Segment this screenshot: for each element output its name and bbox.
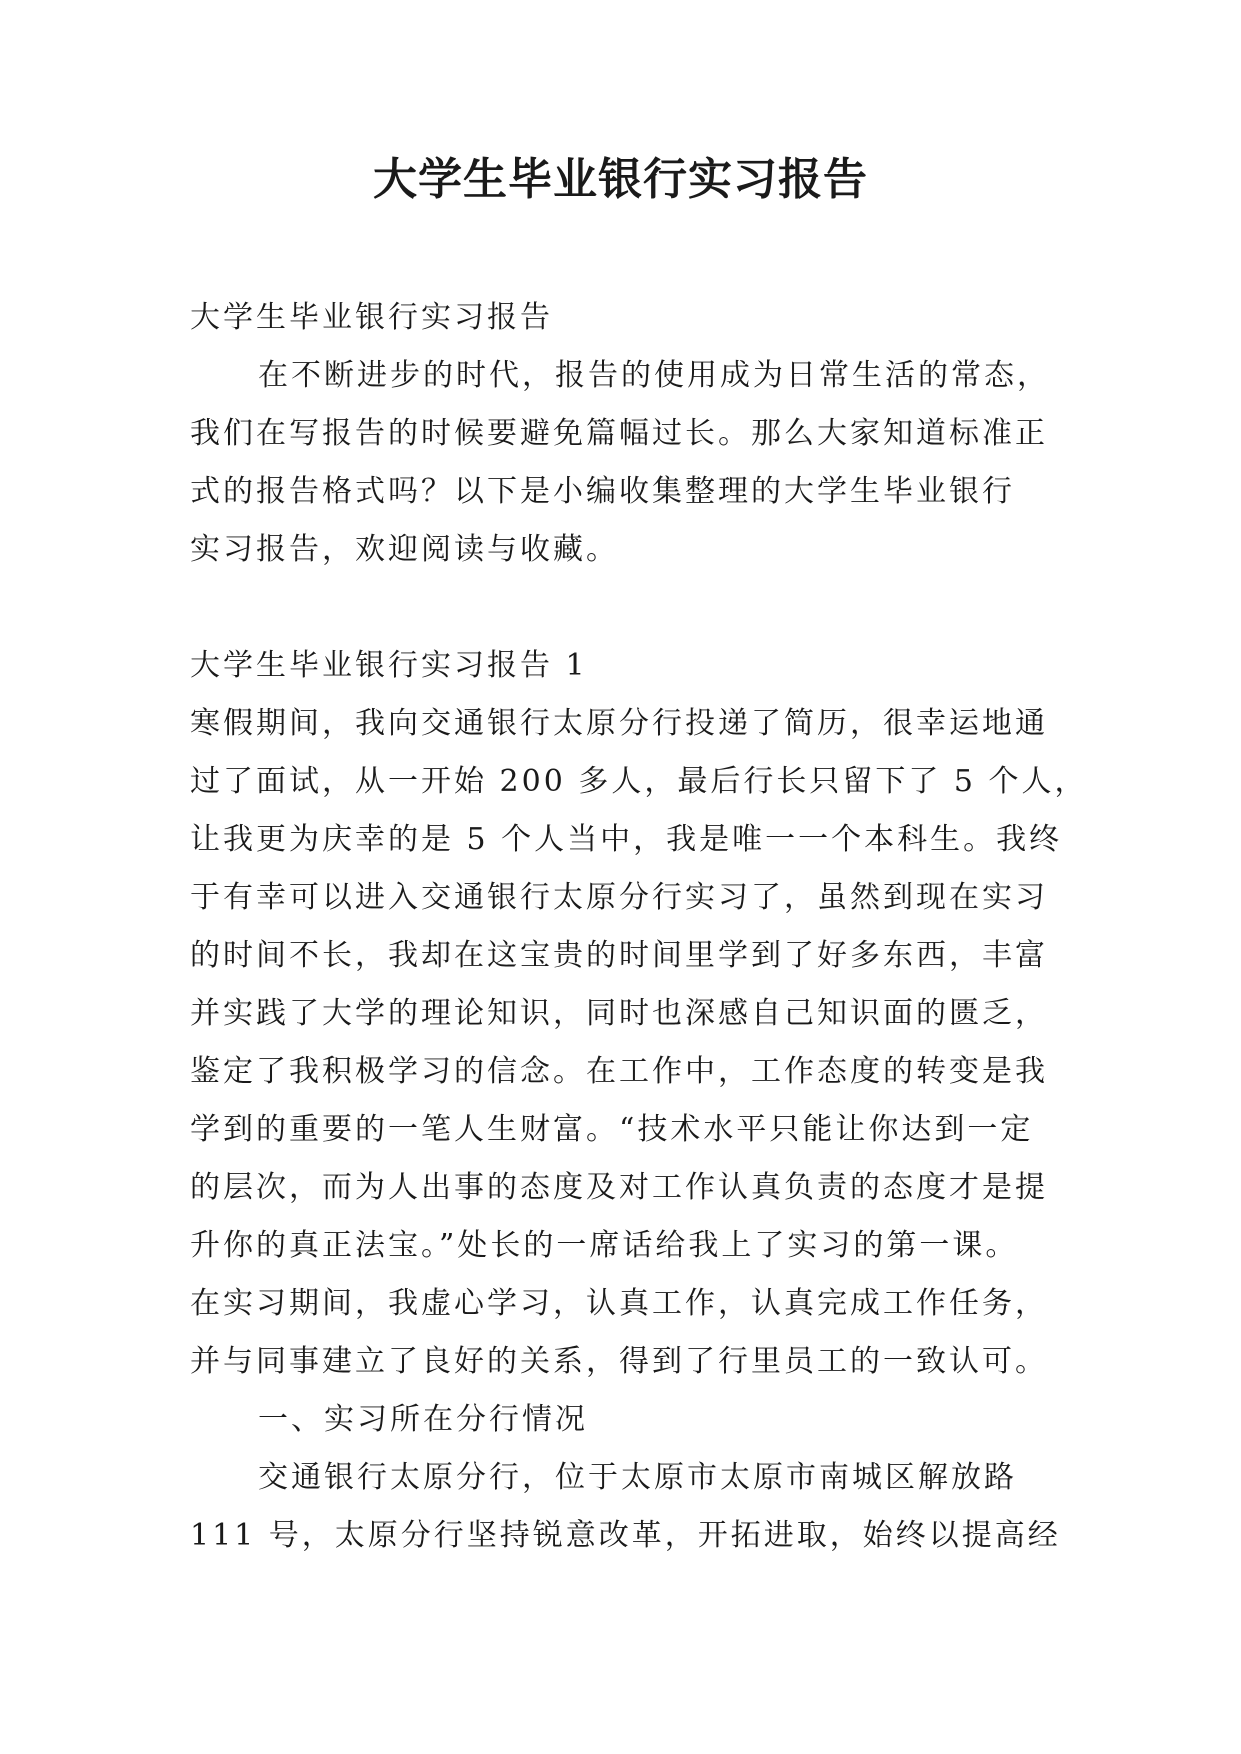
section-line: 寒假期间，我向交通银行太原分行投递了简历，很幸运地通 [190,706,1048,741]
section-line: 过了面试，从一开始 200 多人，最后行长只留下了 5 个人， [190,764,1088,799]
document-title: 大学生毕业银行实习报告 [373,154,868,205]
intro-line: 我们在写报告的时候要避免篇幅过长。那么大家知道标准正 [190,416,1048,451]
subsection-heading: 一、实习所在分行情况 [258,1402,588,1437]
intro-line: 式的报告格式吗？以下是小编收集整理的大学生毕业银行 [190,474,1015,509]
intro-line: 在不断进步的时代，报告的使用成为日常生活的常态， [258,358,1050,393]
section-line: 于有幸可以进入交通银行太原分行实习了，虽然到现在实习 [190,880,1048,915]
section-line: 让我更为庆幸的是 5 个人当中，我是唯一一个本科生。我终 [190,822,1063,857]
section-line: 学到的重要的一笔人生财富。“技术水平只能让你达到一定 [190,1112,1034,1147]
final-line: 111 号，太原分行坚持锐意改革，开拓进取，始终以提高经 [190,1518,1061,1553]
section-line: 的时间不长，我却在这宝贵的时间里学到了好多东西，丰富 [190,938,1048,973]
section-heading: 大学生毕业银行实习报告 1 [190,648,588,683]
final-line: 交通银行太原分行，位于太原市太原市南城区解放路 [258,1460,1017,1495]
blank-line [190,579,1070,637]
section-line: 升你的真正法宝。”处长的一席话给我上了实习的第一课。 [190,1228,1019,1263]
section-line: 在实习期间，我虚心学习，认真工作，认真完成工作任务， [190,1286,1048,1321]
section-line: 并与同事建立了良好的关系，得到了行里员工的一致认可。 [190,1344,1048,1379]
intro-line: 实习报告，欢迎阅读与收藏。 [190,532,619,567]
document-body [190,289,1088,1565]
section-line: 并实践了大学的理论知识，同时也深感自己知识面的匮乏， [190,996,1048,1031]
section-line: 的层次，而为人出事的态度及对工作认真负责的态度才是提 [190,1170,1048,1205]
document-subtitle: 大学生毕业银行实习报告 [190,300,553,335]
section-line: 鉴定了我积极学习的信念。在工作中，工作态度的转变是我 [190,1054,1048,1089]
